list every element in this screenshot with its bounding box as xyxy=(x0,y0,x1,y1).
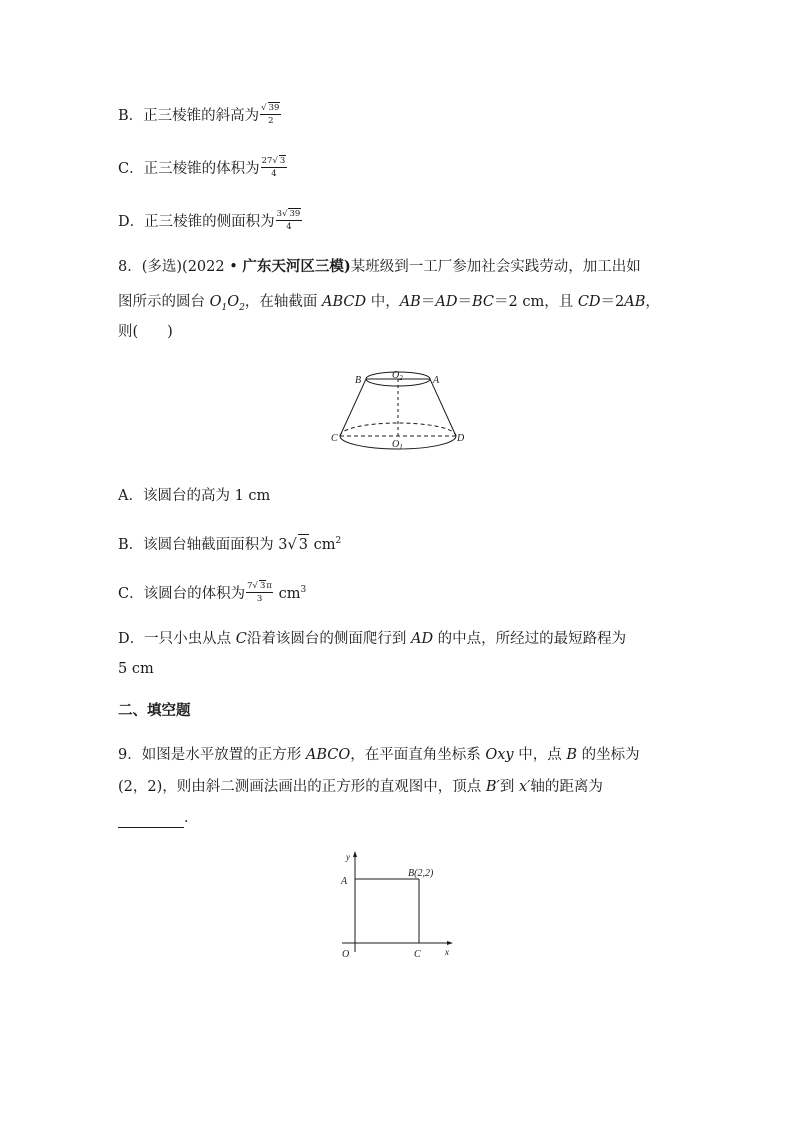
option-text: 5 cm xyxy=(118,661,154,677)
unit: cm xyxy=(308,536,336,553)
q7-option-c xyxy=(118,157,288,181)
text: (2，2)，则由斜二测画法画出的正方形的直观图中，顶点 xyxy=(118,779,486,795)
coefficient: 3 xyxy=(276,209,283,219)
x-arrow xyxy=(447,941,453,945)
text: 的坐标为 xyxy=(576,747,640,763)
var-ab: AB xyxy=(624,294,646,310)
label-x: x xyxy=(445,947,449,957)
denominator: 4 xyxy=(271,169,277,179)
text: 到 xyxy=(499,779,519,795)
option-letter: B． xyxy=(118,108,144,124)
radicand: 39 xyxy=(289,209,301,219)
text: ，在轴截面 xyxy=(244,294,322,310)
label-y: y xyxy=(346,852,350,862)
option-letter: A． xyxy=(118,488,143,504)
text: 轴的距离为 xyxy=(530,779,603,795)
option-text: 正三棱锥的体积为 xyxy=(143,161,260,177)
o1o2: $O_1O_2$ xyxy=(209,294,245,313)
pi: π xyxy=(266,580,272,591)
q8-option-b: B．该圆台轴截面面积为 3√ 3 $cm^2$ xyxy=(118,531,341,555)
label-a: A xyxy=(433,375,440,386)
text: ＝2 xyxy=(600,294,625,310)
var-b-prime: B′ xyxy=(485,779,500,795)
fraction: $\frac{27√ 3}{4}$ xyxy=(261,156,286,179)
separator-dot: • xyxy=(229,259,238,275)
q7-option-b xyxy=(118,104,282,128)
q8-option-d-line-2 xyxy=(118,659,154,679)
option-letter: C． xyxy=(118,585,144,602)
text: 中，点 xyxy=(513,747,567,763)
radicand: 3 xyxy=(279,156,286,166)
unit: cm xyxy=(273,585,301,602)
option-text: 沿着该圆台的侧面爬行到 xyxy=(246,631,411,647)
option-text: 正三棱锥的侧面积为 xyxy=(144,214,275,230)
label-o: O xyxy=(342,949,350,960)
q8-option-d xyxy=(118,629,626,649)
var-ad: AD xyxy=(410,631,434,647)
text: ，在平面直角坐标系 xyxy=(350,747,486,763)
option-letter: D． xyxy=(118,214,145,230)
var-cd: CD xyxy=(577,294,601,310)
label-c: C xyxy=(414,949,421,960)
fraction: $\frac{3√ 39}{4}$ xyxy=(276,209,301,232)
text: 则( ) xyxy=(118,324,173,340)
label-b: B(2,2) xyxy=(408,868,434,879)
question-source: 广东天河区三模) xyxy=(242,258,351,275)
q9-line-3 xyxy=(118,808,199,828)
label-b: B xyxy=(355,375,362,386)
option-letter: B． xyxy=(118,536,144,553)
option-text: 正三棱锥的斜高为 xyxy=(143,108,260,124)
text: 如图是水平放置的正方形 xyxy=(141,747,306,763)
q9-line-1 xyxy=(118,745,640,765)
fraction: $\frac{√ 39}{2}$ xyxy=(261,103,280,126)
power: 3 xyxy=(300,585,307,595)
option-letter: D． xyxy=(118,631,145,647)
text: 图所示的圆台 xyxy=(118,294,210,310)
var-b: B xyxy=(566,747,577,763)
radicand: 39 xyxy=(268,103,280,113)
var-bc: BC xyxy=(471,294,494,310)
text: ， xyxy=(645,294,660,310)
text: 中， xyxy=(366,294,400,310)
square-coordinate-figure xyxy=(334,848,460,962)
q8-option-a xyxy=(118,486,270,506)
q8-option-c xyxy=(118,580,306,606)
denominator: 3 xyxy=(256,593,263,604)
label-c: C xyxy=(331,433,338,444)
var-ad: AD xyxy=(435,294,458,310)
option-text: 一只小虫从点 xyxy=(144,631,236,647)
var-abco: ABCO xyxy=(305,747,351,763)
coefficient: 27 xyxy=(261,156,273,166)
y-arrow xyxy=(353,851,357,857)
option-text: 的中点，所经过的最短路程为 xyxy=(433,631,627,647)
label-o2: $O_2$ xyxy=(392,370,403,382)
q8-line-3 xyxy=(118,322,173,342)
q8-line-1 xyxy=(118,257,641,277)
fraction: $\frac{7√ 3\pi}{3}$ xyxy=(247,580,272,604)
var-c: C xyxy=(235,631,247,647)
option-text: 该圆台的体积为 xyxy=(143,585,246,602)
question-number: 9． xyxy=(118,747,142,763)
q7-option-d xyxy=(118,210,303,234)
frustum-figure xyxy=(330,362,470,462)
var-abcd: ABCD xyxy=(321,294,367,310)
question-number: 8． xyxy=(118,259,142,275)
label-o1: $O_1$ xyxy=(392,439,403,451)
denominator: 2 xyxy=(268,116,274,126)
var-ab: AB xyxy=(399,294,421,310)
radicand: 3 xyxy=(298,534,309,555)
question-text: 某班级到一工厂参加社会实践劳动，加工出如 xyxy=(350,259,641,275)
label-d: D xyxy=(457,433,465,444)
answer-blank[interactable] xyxy=(118,813,184,828)
text: ． xyxy=(184,810,199,826)
radicand: 3 xyxy=(259,580,266,591)
option-letter: C． xyxy=(118,161,144,177)
var-oxy: Oxy xyxy=(485,747,514,763)
q9-line-2 xyxy=(118,777,603,797)
label-a: A xyxy=(341,876,348,887)
option-text: 该圆台轴截面面积为 3 xyxy=(143,536,288,553)
q8-line-2: 图所示的圆台 $O_1O_2$，在轴截面 ABCD 中，AB＝AD＝BC＝2 cm，且 CD＝2AB， xyxy=(118,294,660,313)
var-x-prime: x′ xyxy=(518,779,531,795)
section-title: 二、填空题 xyxy=(118,702,191,719)
option-text: 该圆台的高为 1 cm xyxy=(142,488,271,504)
power: 2 xyxy=(335,536,342,546)
coefficient: 7 xyxy=(247,580,253,591)
text: ＝2 cm，且 xyxy=(493,294,578,310)
denominator: 4 xyxy=(286,222,292,232)
question-tag: (多选)(2022 xyxy=(141,259,225,275)
